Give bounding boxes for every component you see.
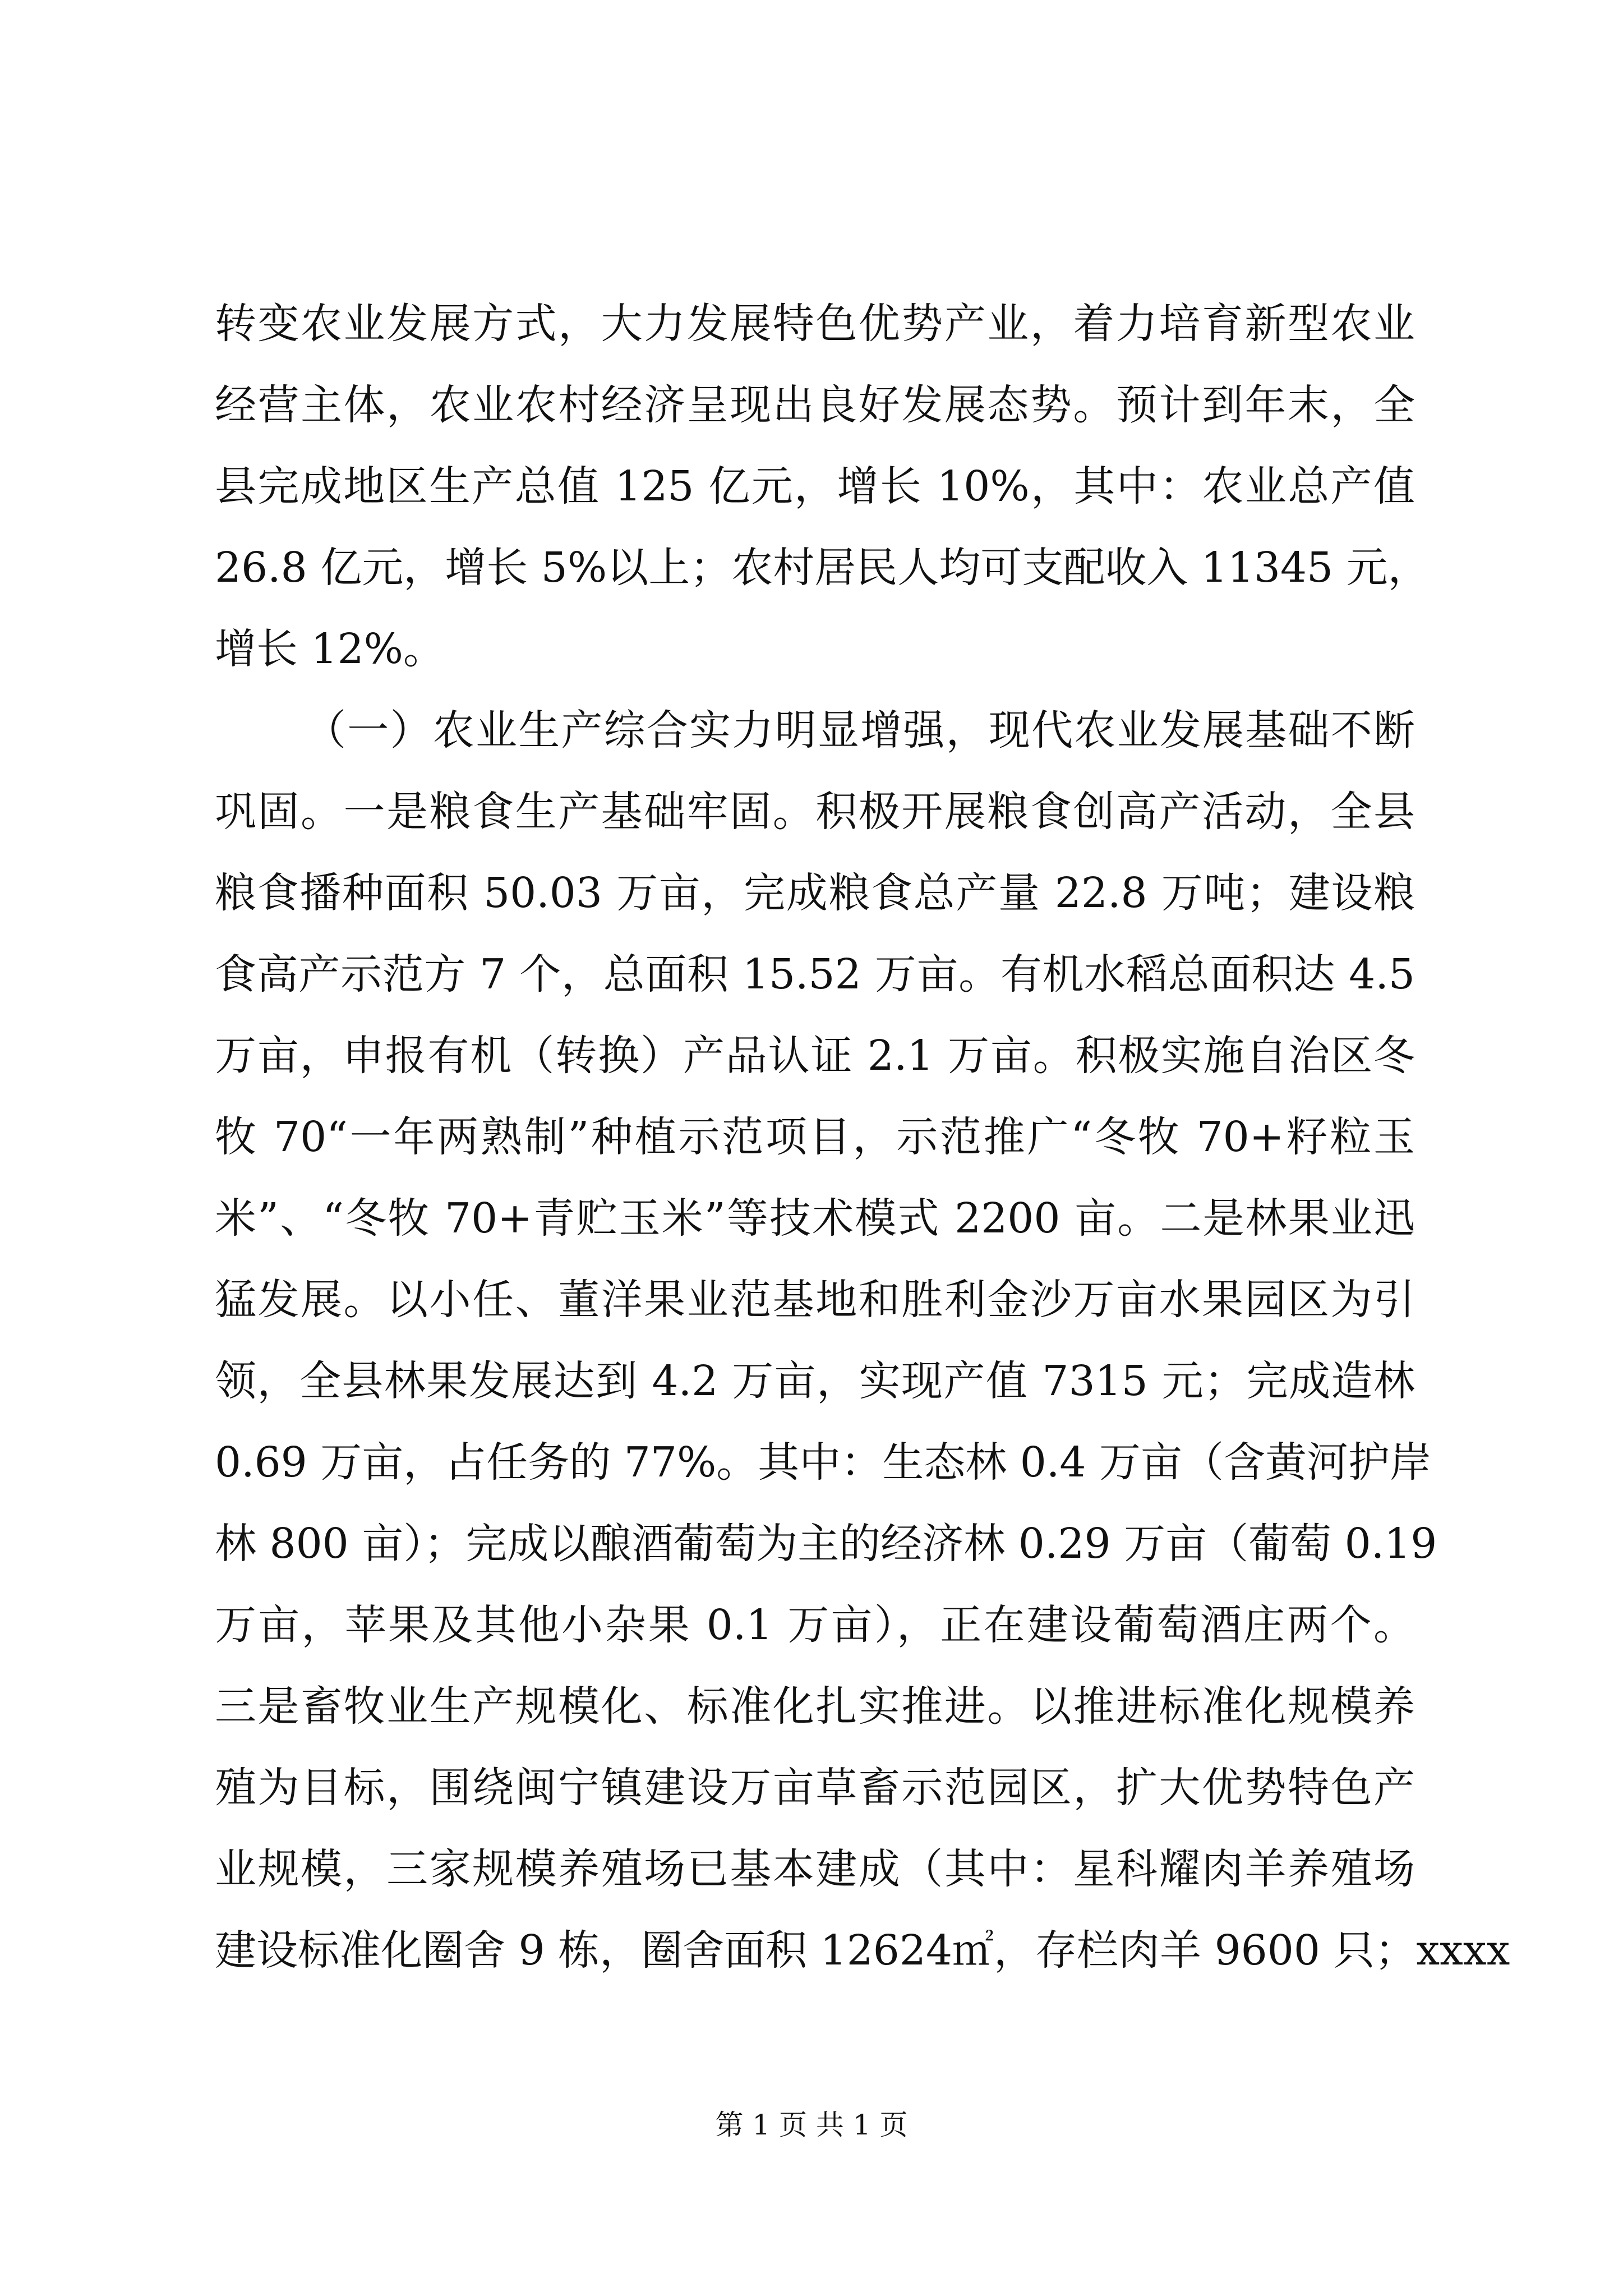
text-line: 转变农业发展方式，大力发展特色优势产业，着力培育新型农业 bbox=[215, 300, 1415, 348]
text-line: 26.8 亿元，增长 5%以上；农村居民人均可支配收入 11345 元， bbox=[215, 544, 1430, 592]
text-line: 三是畜牧业生产规模化、标准化扎实推进。以推进标准化规模养 bbox=[215, 1682, 1415, 1731]
text-line: 0.69 万亩，占任务的 77%。其中：生态林 0.4 万亩（含黄河护岸 bbox=[215, 1438, 1432, 1487]
text-line: 县完成地区生产总值 125 亿元，增长 10%，其中：农业总产值 bbox=[215, 462, 1415, 510]
text-line: 领，全县林果发展达到 4.2 万亩，实现产值 7315 元；完成造林 bbox=[215, 1357, 1415, 1405]
text-line: 猛发展。以小任、董洋果业范基地和胜利金沙万亩水果园区为引 bbox=[215, 1276, 1415, 1324]
text-line: （一）农业生产综合实力明显增强，现代农业发展基础不断 bbox=[305, 706, 1415, 754]
text-line: 业规模，三家规模养殖场已基本建成（其中：星科耀肉羊养殖场 bbox=[215, 1845, 1415, 1893]
text-line: 万亩，苹果及其他小杂果 0.1 万亩），正在建设葡萄酒庄两个。 bbox=[215, 1601, 1415, 1649]
text-line: 食高产示范方 7 个，总面积 15.52 万亩。有机水稻总面积达 4.5 bbox=[215, 950, 1415, 999]
document-body bbox=[215, 283, 1510, 1991]
text-line: 万亩，申报有机（转换）产品认证 2.1 万亩。积极实施自治区冬 bbox=[215, 1032, 1415, 1080]
paragraph-1 bbox=[215, 283, 1430, 690]
text-line: 粮食播种面积 50.03 万亩，完成粮食总产量 22.8 万吨；建设粮 bbox=[215, 869, 1415, 917]
text-line: 林 800 亩）；完成以酿酒葡萄为主的经济林 0.29 万亩（葡萄 0.19 bbox=[215, 1520, 1437, 1568]
text-line: 牧 70“一年两熟制”种植示范项目，示范推广“冬牧 70+籽粒玉 bbox=[215, 1113, 1415, 1161]
text-line: 米”、“冬牧 70+青贮玉米”等技术模式 2200 亩。二是林果业迅 bbox=[215, 1194, 1415, 1243]
page-number-label: 第 1 页 共 1 页 bbox=[715, 2109, 908, 2141]
text-line: 殖为目标，围绕闽宁镇建设万亩草畜示范园区，扩大优势特色产 bbox=[215, 1764, 1415, 1812]
page-footer bbox=[0, 2102, 1623, 2143]
paragraph-2 bbox=[215, 690, 1510, 1991]
text-line: 经营主体，农业农村经济呈现出良好发展态势。预计到年末，全 bbox=[215, 381, 1415, 429]
text-line: 巩固。一是粮食生产基础牢固。积极开展粮食创高产活动，全县 bbox=[215, 788, 1415, 836]
text-line: 增长 12%。 bbox=[215, 625, 445, 673]
text-line: 建设标准化圈舍 9 栋，圈舍面积 12624㎡，存栏肉羊 9600 只；xxxx bbox=[215, 1926, 1510, 1975]
